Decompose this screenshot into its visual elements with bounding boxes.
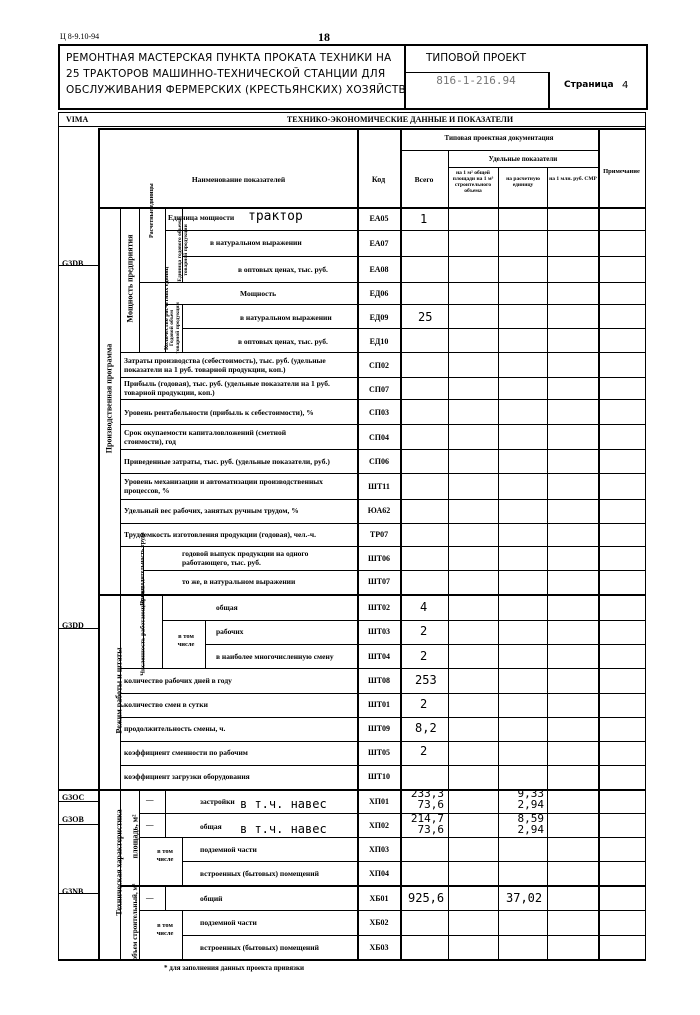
row-label: то же, в натуральном выражении [182,577,296,586]
row-label: коэффициент сменности по рабочим [124,748,248,757]
row-label: Уровень механизации и автоматизации производственных процессов, % [124,477,323,495]
row-code: ТР07 [369,530,389,539]
row-code: ХП04 [369,869,389,878]
row-code: ЕД09 [369,313,389,322]
group-qty-units: Количество расчетных единиц [164,266,170,350]
incl-label-volume: в том числе [156,922,174,937]
value-total-volume: 925,6 [408,891,445,905]
value-total: 4 [420,600,428,614]
row-code: ШТ01 [367,700,391,709]
row-label: Приведенные затраты, тыс. руб. (удельные показатели, руб.) [124,457,330,466]
header-specific: Удельные показатели [488,155,558,163]
row-code: СП04 [369,433,389,442]
row-code: СП06 [369,457,389,466]
row-label: Срок окупаемости капиталовложений (сметной стоимости), год [124,428,287,446]
row-code: ХБ02 [369,918,389,927]
row-label: Затраты производства (себестоимость), тыс. руб. (удельные показатели на 1 руб. товарной продукции, коп.) [124,356,326,374]
row-label: Удельный вес рабочих, занятых ручным трудом, % [124,506,299,515]
row-code: ЕД06 [369,289,389,298]
section-code: VIMA [66,115,89,124]
header-note: Примечание [603,168,640,175]
group-annual-volume: Годовой объем товарной продукции [169,302,181,354]
row-code: ШТ07 [367,577,391,586]
row-code: СП03 [369,408,389,417]
group-tech: Техническая характеристика [114,809,124,916]
row-label: подземной части [200,845,257,854]
page-value: 4 [622,80,629,91]
row-label: количество смен в сутки [124,700,208,709]
row-label: встроенных (бытовых) помещений [200,943,319,952]
group-calc-units: Расчетные единицы [149,183,155,238]
group-staff: Режим работы и штаты [114,647,124,734]
row-code: ЕА08 [369,265,389,274]
row-label: общий [200,894,223,903]
row-code: ХП01 [369,797,389,806]
handwritten-tractor: трактор [248,209,303,224]
row-code: ШТ05 [367,748,391,757]
row-code: ШТ11 [368,482,390,491]
value-total: 2 [420,744,428,758]
row-label: Единица мощности [168,213,235,222]
group-workers-count: Численность работающих чел. [139,585,147,676]
title-line-3: ОБСЛУЖИВАНИЯ ФЕРМЕРСКИХ (КРЕСТЬЯНСКИХ) ХОЗЯЙСТВ [66,84,406,96]
side-code-g3db: G3DB [62,259,84,268]
row-label: общая [200,822,222,831]
row-code: ХБ01 [369,894,389,903]
value-total-built: 233,3 73,6 [410,787,444,811]
side-code-g3nb: G3NB [62,887,84,896]
row-label: в натуральном выражении [210,238,302,247]
value-per-unit-area: 8,59 2,94 [517,812,544,836]
title-line-1: РЕМОНТНАЯ МАСТЕРСКАЯ ПУНКТА ПРОКАТА ТЕХНИКИ НА [66,52,392,64]
side-code-g3dd: G3DD [62,621,84,630]
row-label: встроенных (бытовых) помещений [200,869,319,878]
row-code: ШТ08 [367,676,391,685]
value-total-area: 214,7 73,6 [410,812,444,836]
value-total: 1 [420,212,428,226]
group-unit-volume: Единица годового объема товарной продукции [177,218,189,282]
row-code: ЕД10 [369,337,389,346]
incl-label-workers: в том числе [177,633,195,648]
page-number: 18 [318,30,330,44]
handwritten-canopy: в т.ч. навес [240,797,327,811]
row-code: СП02 [369,361,389,370]
header-total: Всего [414,175,434,184]
header-per-m2: на 1 м² общей площади на 1 м³ строительного объема [452,170,494,194]
row-label: Мощность [240,289,277,298]
incl-label-area: в том числе [156,848,174,863]
group-area: площадь, м² [130,814,140,859]
row-code: ШТ09 [367,724,391,733]
row-label: в натуральном выражении [240,313,332,322]
value-total: 8,2 [415,721,437,735]
row-label: подземной части [200,918,257,927]
row-label: Трудоемкость изготовления продукции (годовая), чел.-ч. [124,530,316,539]
group-volume: объем строительный, м³ [131,883,139,961]
row-code: ШТ04 [367,652,391,661]
value-total: 253 [415,673,437,687]
project-title [66,50,406,98]
header-doc-group: Типовая проектная документация [444,134,554,142]
row-code: ХБ03 [369,943,389,952]
row-label: в оптовых ценах, тыс. руб. [238,265,328,274]
row-label: коэффициент загрузки оборудования [124,772,250,781]
page-label: Страница [564,80,614,90]
row-code: ШТ10 [367,772,391,781]
header-name: Наименование показателей [191,175,286,184]
row-label: продолжительность смены, ч. [124,724,226,733]
header-per-unit: на расчетную единицу [506,176,540,188]
table-heading: ТЕХНИКО-ЭКОНОМИЧЕСКИЕ ДАННЫЕ И ПОКАЗАТЕЛИ [286,115,514,124]
row-label: застройки [200,797,235,806]
side-code-g3ob: G3OB [62,815,84,824]
value-total: 25 [418,310,433,324]
row-code: ЕА05 [369,214,389,223]
row-code: ХП03 [369,845,389,854]
header-per-mln: на 1 млн. руб. СМР [549,176,597,182]
value-per-unit-volume: 37,02 [506,891,543,905]
value-total: 2 [420,649,428,663]
value-total: 2 [420,624,428,638]
row-code: ШТ06 [367,554,391,563]
footnote: * для заполнения данных проекта привязки [164,964,305,972]
project-number: 816-1-216.94 [436,74,516,87]
row-label: количество рабочих дней в году [124,676,232,685]
group-productivity: Производительность труда [140,532,146,606]
row-code: ЕА07 [369,239,389,248]
value-per-unit-built: 9,33 2,94 [517,787,544,811]
row-label: в оптовых ценах, тыс. руб. [238,337,328,346]
handwritten-canopy: в т.ч. навес [240,822,327,836]
row-code: СП07 [369,385,389,394]
row-label: рабочих [216,627,244,636]
group-production: Производственная программа [104,343,114,454]
side-code-g3oc: G3OC [62,793,85,802]
project-type: ТИПОВОЙ ПРОЕКТ [425,52,527,64]
row-label: Уровень рентабельности (прибыль к себестоимости), % [124,408,314,417]
row-label: общая [216,603,238,612]
row-code: ШТ03 [367,627,391,636]
title-line-2: 25 ТРАКТОРОВ МАШИННО-ТЕХНИЧЕСКОЙ СТАНЦИИ ДЛЯ [66,68,386,80]
row-code: ЮА62 [367,506,391,515]
row-label: годовой выпуск продукции на одного работающего, тыс. руб. [182,549,309,567]
document-code: Ц 8-9.10-94 [60,32,100,41]
group-capacity: Мощность предприятия [125,234,135,323]
row-code: ШТ02 [367,603,391,612]
row-label: в наиболее многочисленную смену [216,652,334,661]
row-code: ХП02 [369,821,389,830]
row-label: Прибыль (годовая), тыс. руб. (удельные показатели на 1 руб. товарной продукции, коп.) [124,379,330,397]
header-code: Код [371,175,386,184]
value-total: 2 [420,697,428,711]
